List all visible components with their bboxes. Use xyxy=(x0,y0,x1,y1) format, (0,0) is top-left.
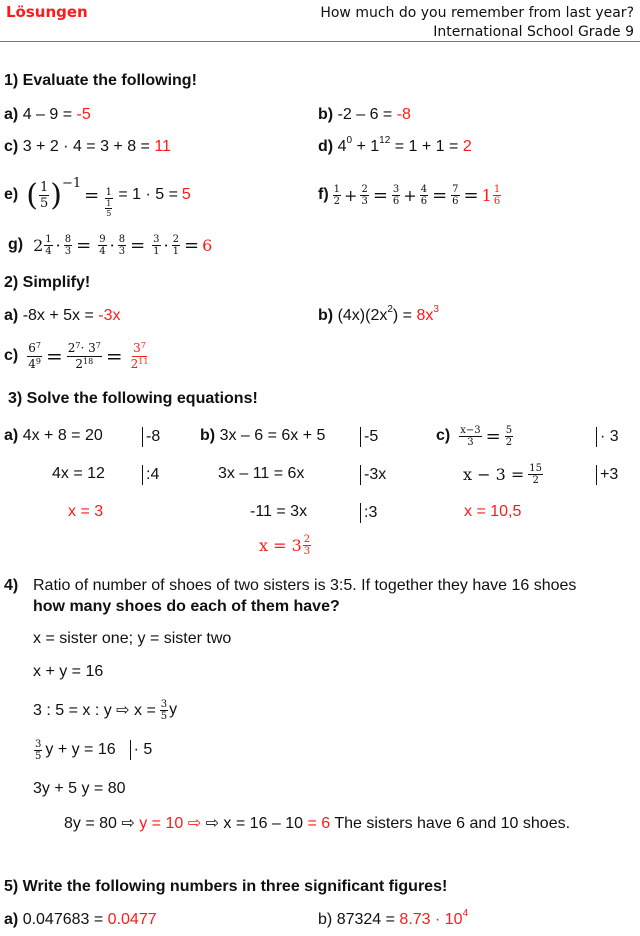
s4-work-4: $\frac{3}{5}$ y + y = 16 · 5 xyxy=(35,738,153,762)
s4-work-5: 3y + 5 y = 80 xyxy=(33,780,126,797)
header-subtitle: International School Grade 9 xyxy=(433,24,634,40)
answer: $8.73 \cdot 10^4$ xyxy=(399,908,469,928)
s3c-answer: x = 10,5 xyxy=(464,503,522,520)
header-divider xyxy=(0,41,640,42)
answer: 5 xyxy=(181,186,191,203)
s4-work-3: 3 : 5 = x : y ⇨ x = $\frac{3}{5}$ y xyxy=(33,698,178,722)
s1-item-e: e) ( $\frac{1}{5}$ ) $^{-1}$ = $\frac{1}{\frac{1}{5}}$ = 1 · 5 = 5 xyxy=(4,175,191,218)
answer: 2 xyxy=(462,138,472,155)
s3b-op2: -3x xyxy=(360,465,386,485)
s3b-op1: -5 xyxy=(360,427,378,447)
s3a-op2: :4 xyxy=(142,465,159,485)
s1-item-c: c) 3 + 2 · 4 = 3 + 8 = 11 xyxy=(4,138,171,155)
answer: $\frac{3^7}{2^{11}}$ xyxy=(130,340,149,371)
s4-work-1: x = sister one; y = sister two xyxy=(33,630,232,647)
s2-item-a: a) -8x + 5x = -3x xyxy=(4,307,121,324)
header-title: How much do you remember from last year? xyxy=(320,5,634,21)
answer: 11 xyxy=(154,138,171,155)
header-solutions-label: Lösungen xyxy=(6,3,88,21)
s4-question-line2: how many shoes do each of them have? xyxy=(33,598,340,615)
s1-item-f: f) $\frac{1}{2}$ + $\frac{2}{3}$ = $\frac{3}{6}$ + $\frac{4}{6}$ = $\frac{7}{6}$ = 1 $\frac{1}{6}$ xyxy=(318,183,501,207)
s3b-op3: :3 xyxy=(360,503,377,523)
answer: 1 xyxy=(481,185,492,205)
s2-item-b: b) $(4x)(2x^2) = 8x^3$ xyxy=(318,304,439,324)
s3a-line1: a) 4x + 8 = 20 xyxy=(4,427,103,444)
s1-item-d: d) $4^0 + 1^{12} = 1 + 1 = 2$ xyxy=(318,135,472,155)
s4-question-line1: Ratio of number of shoes of two sisters is 3:5. If together they have 16 shoes xyxy=(33,577,577,594)
section-1-title: 1) Evaluate the following! xyxy=(4,72,197,89)
s1-item-a: a) 4 – 9 = -5 xyxy=(4,106,91,123)
s5-item-a: a) 0.047683 = 0.0477 xyxy=(4,911,157,928)
s3b-line3: -11 = 3x xyxy=(250,503,308,520)
s2-item-c: c) $\frac{6^7}{4^9}$ = $\frac{2^7\cdot 3^7}{2^{18}}$ = $\frac{3^7}{2^{11}}$ xyxy=(4,340,149,371)
s3a-line2: 4x = 12 xyxy=(52,465,105,482)
s3b-line1: b) 3x – 6 = 6x + 5 xyxy=(200,427,326,444)
s3a-op1: -8 xyxy=(142,427,160,447)
s3b-line2: 3x – 11 = 6x xyxy=(218,465,305,482)
s1-item-b: b) -2 – 6 = -8 xyxy=(318,106,411,123)
answer: = 6 xyxy=(307,815,331,832)
answer: 6 xyxy=(202,235,213,255)
answer: 0.0477 xyxy=(107,911,157,928)
s3b-answer: x = 3 $\frac{2}{3}$ xyxy=(259,534,311,557)
section-5-title: 5) Write the following numbers in three significant figures! xyxy=(4,878,448,895)
s4-work-2: x + y = 16 xyxy=(33,663,104,680)
s1-item-g: g) 2 $\frac{1}{4}$ · $\frac{8}{3}$ = $\frac{9}{4}$ · $\frac{8}{3}$ = $\frac{3}{1}$ · $\frac{2}{1}$ = 6 xyxy=(8,233,213,257)
section-2-title: 2) Simplify! xyxy=(4,274,91,291)
s3c-op2: +3 xyxy=(596,465,618,485)
answer: -8 xyxy=(396,106,411,123)
s3c-line1: c) $\frac{x-3}{3}$ = $\frac{5}{2}$ xyxy=(436,424,513,448)
s4-work-6: 8y = 80 ⇨ y = 10 ⇨ ⇨ x = 16 – 10 = 6 The sisters have 6 and 10 shoes. xyxy=(64,815,571,832)
section-4-label: 4) xyxy=(4,577,19,594)
s5-item-b: b) $87324 = 8.73 \cdot 10^4$ xyxy=(318,908,469,928)
s3a-answer: x = 3 xyxy=(68,503,104,520)
answer: $8x^3$ xyxy=(416,304,439,324)
answer: -3x xyxy=(98,307,121,324)
answer: -5 xyxy=(76,106,91,123)
s3c-op1: · 3 xyxy=(596,427,619,447)
section-3-title: 3) Solve the following equations! xyxy=(8,390,258,407)
s3c-line2: x − 3 = $\frac{15}{2}$ xyxy=(463,462,543,486)
